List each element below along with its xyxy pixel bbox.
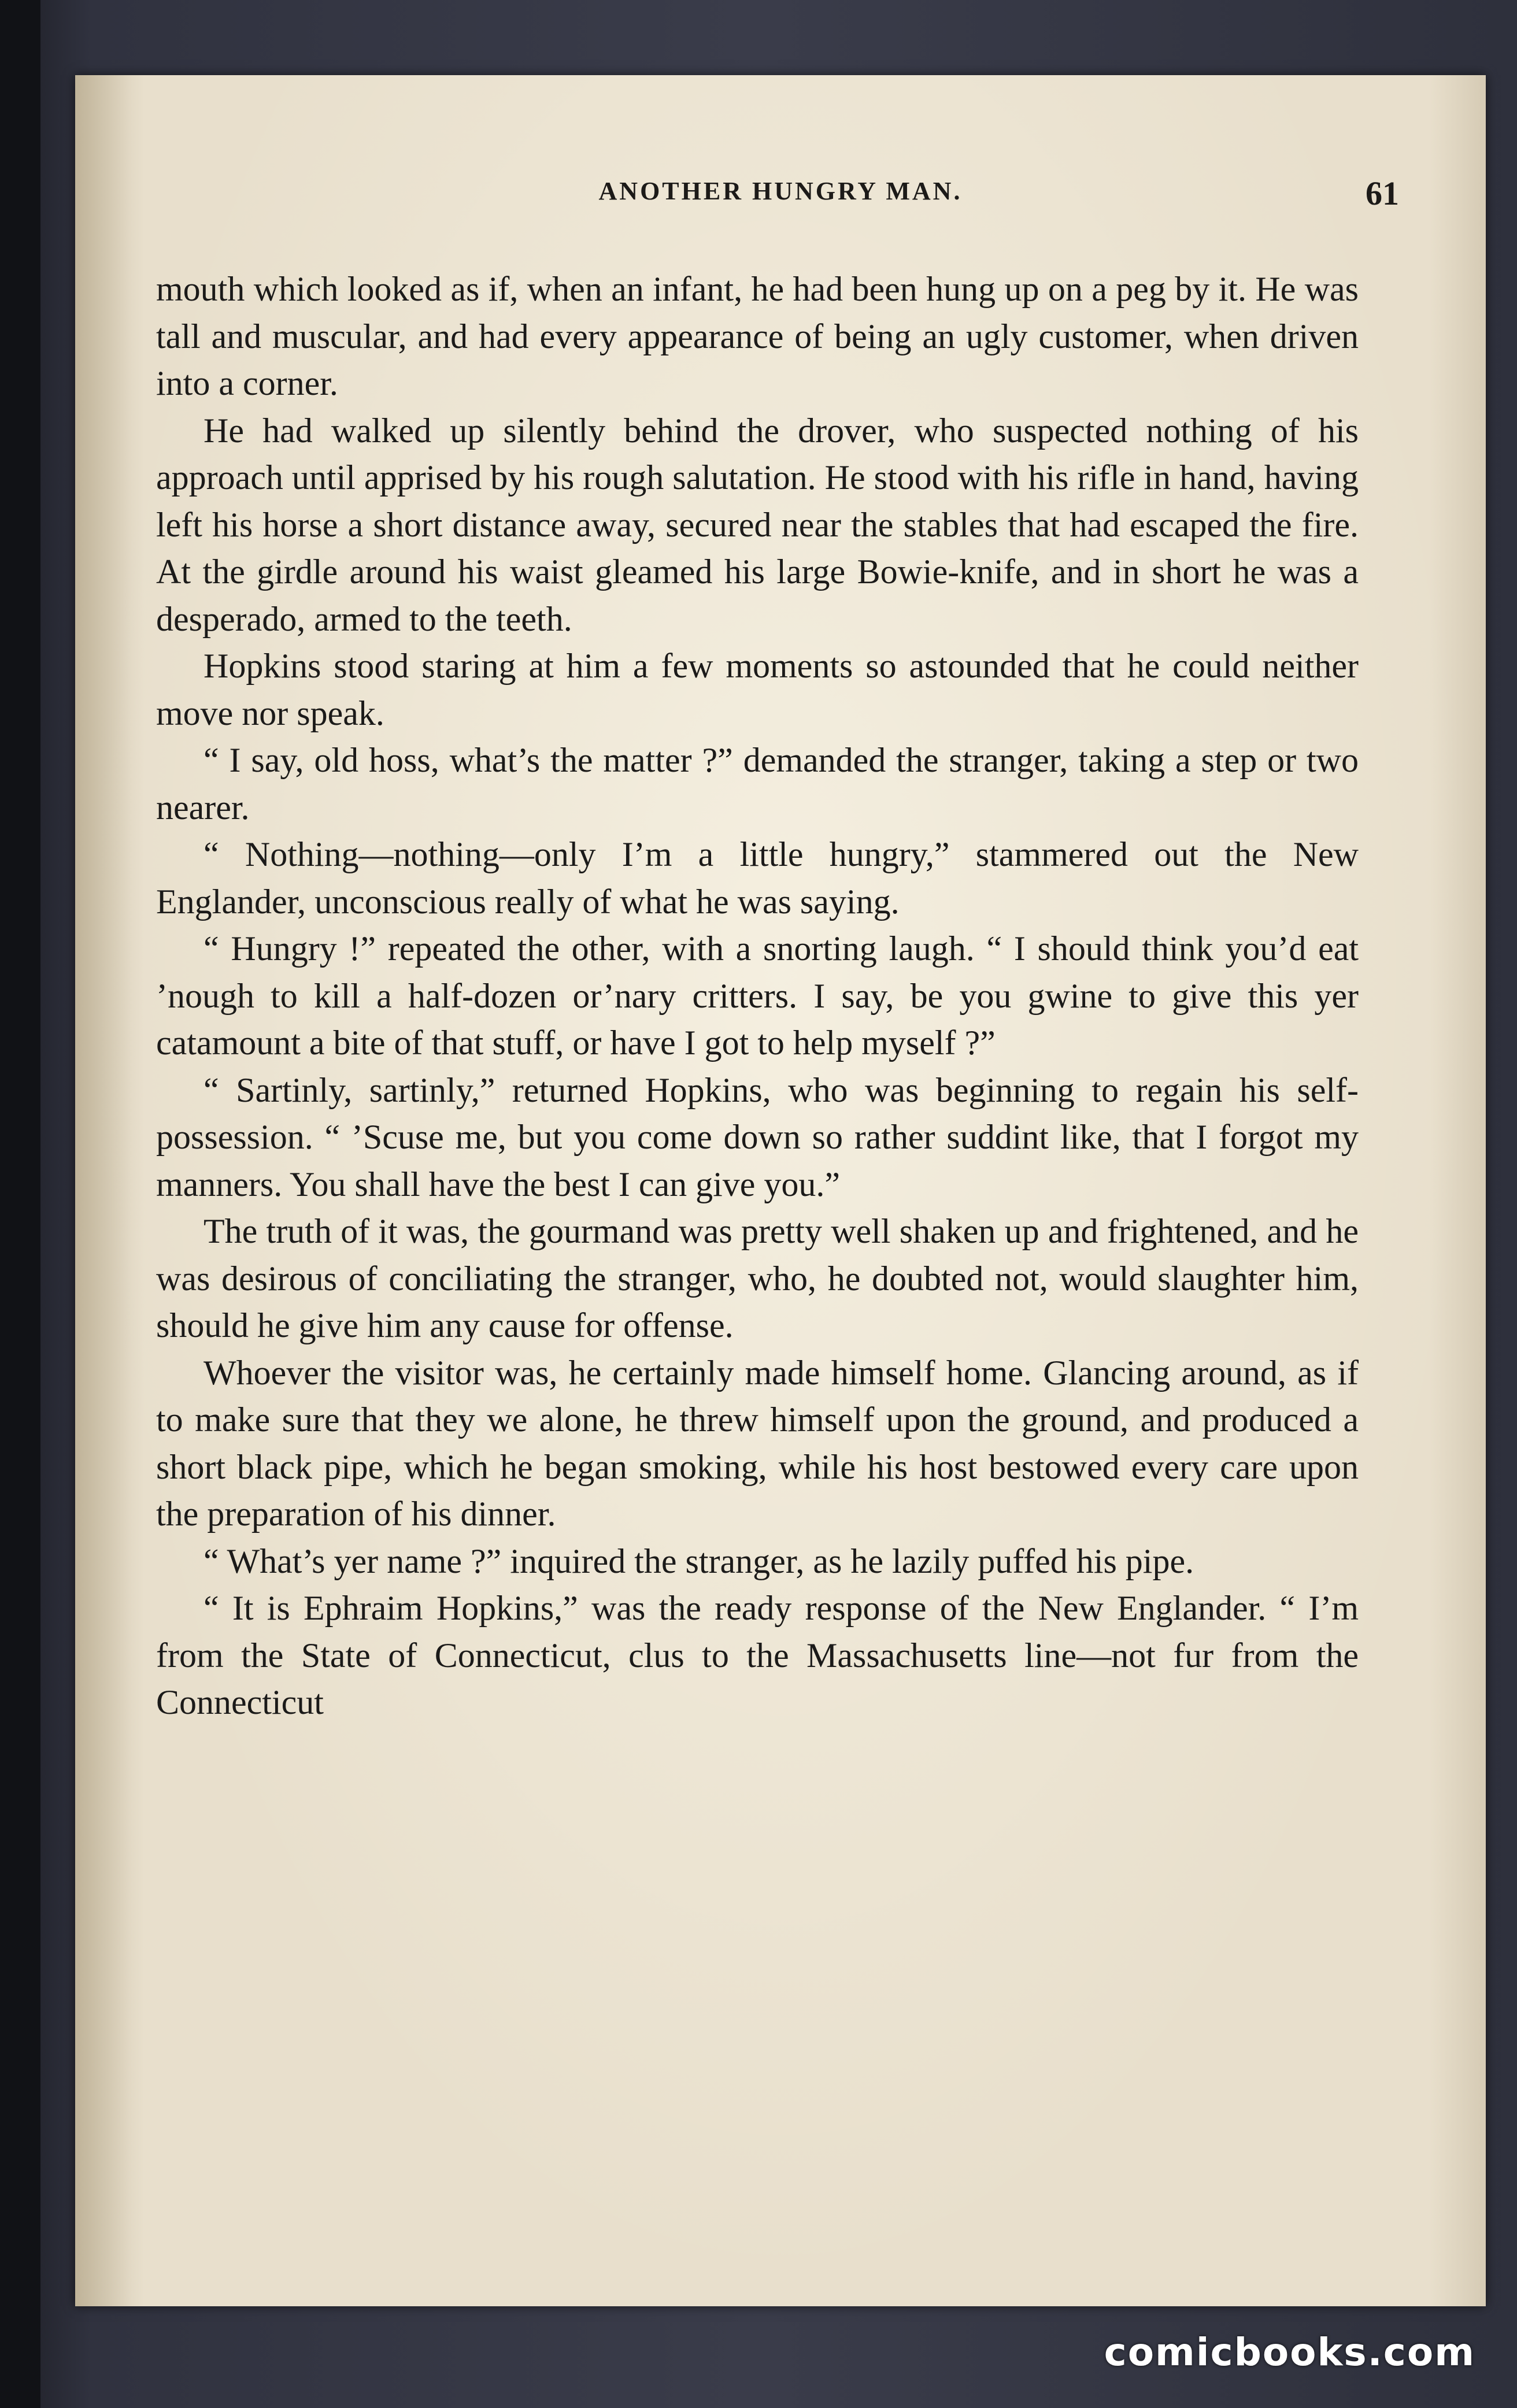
running-head: ANOTHER HUNGRY MAN.	[598, 177, 963, 205]
page-header	[75, 176, 1486, 223]
book-page	[75, 75, 1486, 2306]
paragraph: “ Hungry !” repeated the other, with a snorting laugh. “ I should think you’d eat ’nough to kill a half-dozen or’nary critters. I say, be you gwine to give this yer catamount a bite of that stuff, or have I got to help myself ?”	[156, 929, 1359, 1062]
paragraph: “ I say, old hoss, what’s the matter ?” demanded the stranger, taking a step or two nearer.	[156, 741, 1359, 827]
page-number: 61	[1366, 175, 1399, 212]
paragraph: The truth of it was, the gourmand was pretty well shaken up and frightened, and he was desirous of conciliating the stranger, who, he doubted not, would slaughter him, should he give him any cause for offense.	[156, 1212, 1359, 1344]
body-text	[156, 266, 1359, 1727]
paragraph: Hopkins stood staring at him a few moments so astounded that he could neither move nor speak.	[156, 647, 1359, 732]
paragraph: “ What’s yer name ?” inquired the stranger, as he lazily puffed his pipe.	[204, 1542, 1194, 1580]
paragraph: Whoever the visitor was, he certainly made himself home. Glancing around, as if to make sure that they we alone, he threw himself upon the ground, and produced a short black pipe, which he began smoking, while his host bestowed every care upon the preparation of his dinner.	[156, 1353, 1359, 1533]
page-gutter-shading	[75, 75, 145, 2306]
paragraph-continued: mouth which looked as if, when an infant, he had been hung up on a peg by it. He was tall and muscular, and had every appearance of being an ugly customer, when driven into a corner.	[156, 270, 1359, 402]
site-watermark: comicbooks.com	[1104, 2330, 1475, 2374]
paragraph: “ Sartinly, sartinly,” returned Hopkins, who was beginning to regain his self-possession. “ ’Scuse me, but you come down so rather suddint like, that I forgot my manners. You shall have the best I can give you.”	[156, 1070, 1359, 1203]
book-spine-shadow	[0, 0, 40, 2408]
paragraph: He had walked up silently behind the drover, who suspected nothing of his approach until apprised by his rough salutation. He stood with his rifle in hand, having left his horse a short distance away, secured near the stables that had escaped the fire. At the girdle around his waist gleamed his large Bowie-knife, and in short he was a desperado, armed to the teeth.	[156, 411, 1359, 638]
paragraph: “ It is Ephraim Hopkins,” was the ready response of the New Englander. “ I’m from the State of Connecticut, clus to the Massachusetts line—not fur from the Connecticut	[156, 1589, 1359, 1721]
paragraph: “ Nothing—nothing—only I’m a little hungry,” stammered out the New Englander, unconscious really of what he was saying.	[156, 835, 1359, 921]
